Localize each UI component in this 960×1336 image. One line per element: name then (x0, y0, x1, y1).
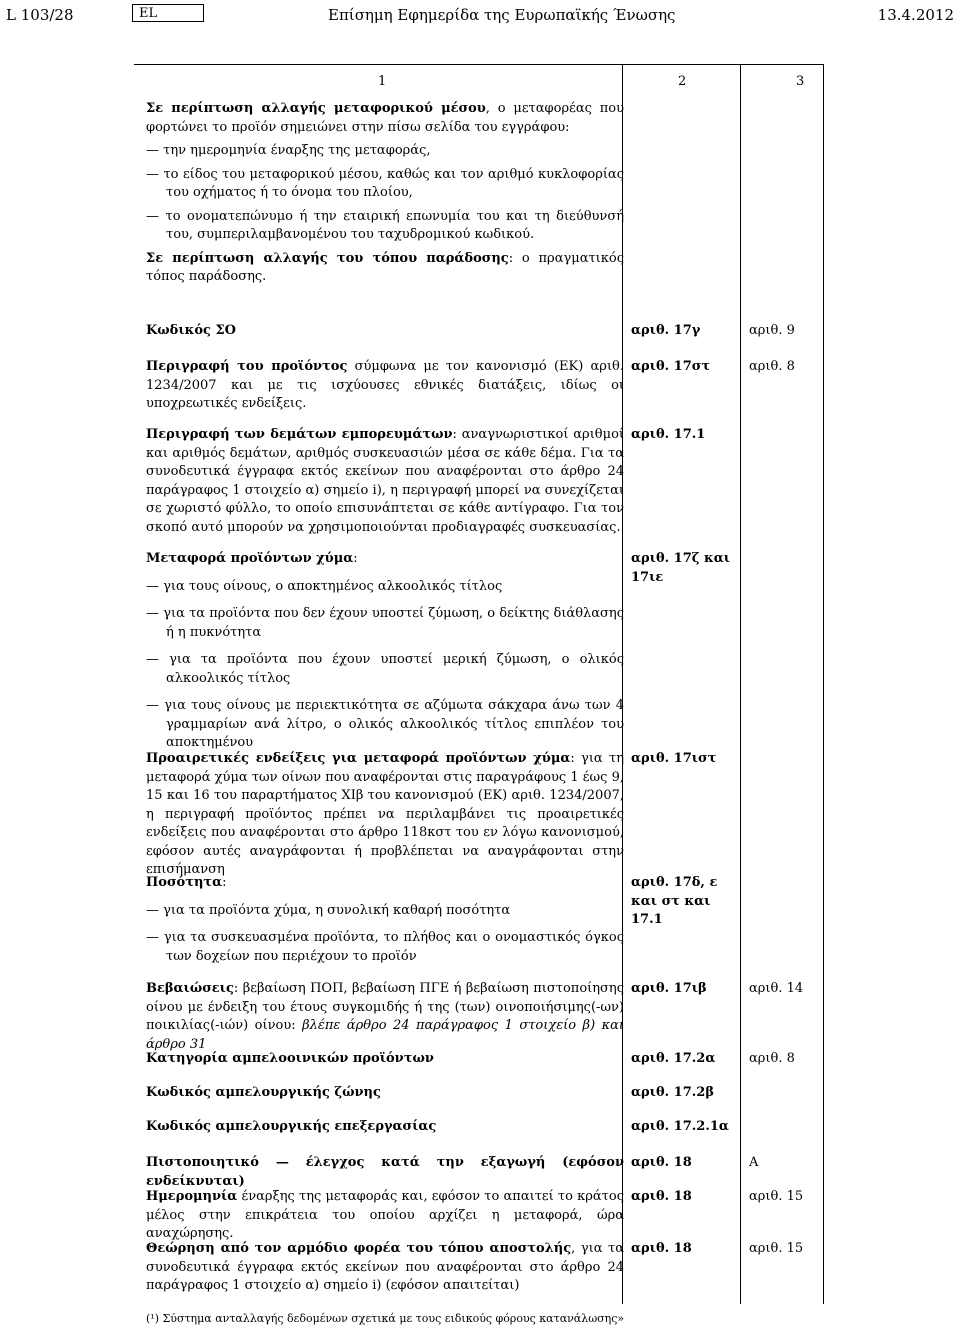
row-transport-change (146, 100, 624, 287)
row-colon: : (222, 875, 227, 890)
row-bold: Προαιρετικές ενδείξεις για μεταφορά προϊόντων χύμα (146, 751, 571, 766)
column-header-3: 3 (796, 74, 805, 89)
row-bold: Θεώρηση από τον αρμόδιο φορέα του τόπου αποστολής (146, 1241, 572, 1256)
row-bold: Περιγραφή του προϊόντος (146, 359, 348, 374)
row-bulk-ref: αριθ. 17ζ και 17ιε (631, 551, 731, 585)
row-start-date (146, 1188, 624, 1244)
row-validation (146, 1240, 624, 1296)
row-bold: Βεβαιώσεις (146, 981, 234, 996)
row-text: έναρξης της μεταφοράς και, εφόσον το απαιτεί το κράτος μέλος στην επικράτεια του οποίου αρχίζει η μεταφορά, ώρα αναχώρησης. (146, 1189, 624, 1241)
row-quantity-ref: αριθ. 17δ, ε και στ και 17.1 (631, 875, 718, 927)
row-product-description (146, 358, 624, 414)
row-export-certificate: Πιστοποιητικό — έλεγχος κατά την εξαγωγή (εφόσον ενδείκνυται) (146, 1155, 624, 1189)
row-product-category: Κατηγορία αμπελοοινικών προϊόντων (146, 1051, 434, 1066)
row-colon: : (353, 551, 358, 566)
document-table (134, 64, 824, 1304)
column-header-2: 2 (678, 74, 687, 89)
page-number: L 103/28 (6, 6, 74, 24)
row-start-date-ref: αριθ. 18 (631, 1189, 692, 1204)
publication-date: 13.4.2012 (877, 6, 954, 24)
row-certificates-ref: αριθ. 17ιβ (631, 981, 707, 996)
row-bold: Μεταφορά προϊόντων χύμα (146, 551, 354, 566)
table-top-rule (134, 64, 824, 65)
list-item: — για τα προϊόντα που δεν έχουν υποστεί ζύμωση, ο δείκτης διάθλασης ή η πυκνότητα (146, 605, 624, 642)
row-so-code-ref3: αριθ. 9 (749, 323, 795, 338)
row-product-ref3: αριθ. 8 (749, 359, 795, 374)
table-right-rule (823, 64, 824, 1304)
row-text: : αναγνωριστικοί αριθμοί και αριθμός δεμάτων, αριθμός συσκευασιών μέσα σε κάθε δέμα. Για τα συνοδευτικά έγγραφα εκτός εκείνων που αναφέρονται στο άρθρο 24 παράγραφος 1 στοιχείο α) σημείο i), η περιγραφή μπορεί να συνεχίζεται σε χωριστό φύλλο, το οποίο επισυνάπτεται σε κάθε αντίγραφο. Για τον σκοπό αυτό μπορούν να χρησιμοποιούνται προδιαγραφές συσκευασίας. (146, 427, 624, 535)
list-item: — την ημερομηνία έναρξης της μεταφοράς, (146, 142, 624, 161)
column-header-1: 1 (378, 74, 387, 89)
row-zone-code-ref: αριθ. 17.2β (631, 1085, 714, 1100)
row-processing-code-ref: αριθ. 17.2.1α (631, 1119, 729, 1134)
row-optional-ref: αριθ. 17ιστ (631, 751, 717, 766)
row-text: σύμφωνα με τον κανονισμό (ΕΚ) αριθ. 1234/2007 και με τις ισχύουσες εθνικές διατάξεις, ιδίως οι υποχρεωτικές ενδείξεις. (146, 359, 624, 411)
row-text: , για τα συνοδευτικά έγγραφα εκτός εκείνων που αναφέρονται στο άρθρο 24 παράγραφος 1 στοιχείο α) σημείο i) (εφόσον απαιτείται) (146, 1241, 624, 1293)
row-bold: Ημερομηνία (146, 1189, 238, 1204)
row-text: : για τη μεταφορά χύμα των οίνων που αναφέρονται στις παραγράφους 1 έως 9, 15 και 16 του παραρτήματος XIβ του κανονισμού (ΕΚ) αριθ. 1234/2007, η περιγραφή προϊόντος πρέπει να περιλαμβάνει τις προαιρετικές ενδείξεις που αναφέρονται στο άρθρο 118κστ του εν λόγω κανονισμού, εφόσον αυτές αναγράφονται ή προβλέπεται να αναγράφονται στην επισήμανση (146, 751, 624, 877)
row-zone-code: Κωδικός αμπελουργικής ζώνης (146, 1085, 381, 1100)
list-item: — για τους οίνους, ο αποκτημένος αλκοολικός τίτλος (146, 578, 624, 597)
list-item: — για τα συσκευασμένα προϊόντα, το πλήθος και ο ονομαστικός όγκος των δοχείων που περιέχουν το προϊόν (146, 929, 624, 966)
list-item: — για τους οίνους με περιεκτικότητα σε αζύμωτα σάκχαρα άνω των 4 γραμμαρίων ανά λίτρο, ο ολικός αλκοολικός τίτλος επιπλέον του αποκτημένου (146, 697, 624, 753)
row-bulk-transport (146, 550, 624, 753)
row-bold: Περιγραφή των δεμάτων εμπορευμάτων (146, 427, 453, 442)
row-italic: βλέπε άρθρο 24 παράγραφος 1 στοιχείο β) και άρθρο 31 (146, 1018, 624, 1052)
row-product-ref: αριθ. 17στ (631, 359, 711, 374)
row-package-ref: αριθ. 17.1 (631, 427, 706, 442)
row-optional-bulk (146, 750, 624, 880)
row-quantity (146, 874, 624, 966)
row-product-category-ref: αριθ. 17.2α (631, 1051, 716, 1066)
row-so-code: Κωδικός ΣΟ (146, 323, 237, 338)
row-so-code-ref: αριθ. 17γ (631, 323, 701, 338)
journal-title: Επίσημη Εφημερίδα της Ευρωπαϊκής Ένωσης (328, 6, 676, 24)
list-item: — το ονοματεπώνυμο ή την εταιρική επωνυμία του και τη διεύθυνσή του, συμπεριλαμβανομένου του ταχυδρομικού κωδικού. (146, 208, 624, 245)
list-item: — το είδος του μεταφορικού μέσου, καθώς και τον αριθμό κυκλοφορίας του οχήματος ή το όνομα του πλοίου, (146, 166, 624, 203)
row-validation-ref3: αριθ. 15 (749, 1241, 804, 1256)
language-code: EL (132, 4, 204, 22)
row-certificates-ref3: αριθ. 14 (749, 981, 804, 996)
row-export-certificate-ref: αριθ. 18 (631, 1155, 692, 1170)
list-item: — για τα προϊόντα που έχουν υποστεί μερική ζύμωση, ο ολικός αλκοολικός τίτλος (146, 651, 624, 688)
row-validation-ref: αριθ. 18 (631, 1241, 692, 1256)
row-start-date-ref3: αριθ. 15 (749, 1189, 804, 1204)
list-item: — για τα προϊόντα χύμα, η συνολική καθαρή ποσότητα (146, 902, 624, 921)
footnote: (¹) Σύστημα ανταλλαγής δεδομένων σχετικά με τους ειδικούς φόρους κατανάλωσης» (146, 1312, 625, 1325)
row-export-certificate-ref3: Α (749, 1155, 759, 1170)
row-tail-bold: Σε περίπτωση αλλαγής του τόπου παράδοσης (146, 250, 509, 266)
row-lead-text: , ο μεταφορέας που φορτώνει το προϊόν σημειώνει στην πίσω σελίδα του εγγράφου: (146, 101, 624, 135)
row-processing-code: Κωδικός αμπελουργικής επεξεργασίας (146, 1119, 437, 1134)
row-product-category-ref3: αριθ. 8 (749, 1051, 795, 1066)
row-certificates (146, 980, 624, 1054)
row-tail-text: : ο πραγματικός τόπος παράδοσης. (146, 250, 624, 284)
row-text: : βεβαίωση ΠΟΠ, βεβαίωση ΠΓΕ ή βεβαίωση πιστοποίησης οίνου με ένδειξη του έτους συγκομιδής ή της (των) οινοποιήσιμης(-ων) ποικιλίας(-ιών) οίνου: (146, 981, 624, 1033)
column-divider-2 (740, 64, 741, 1304)
page-header (0, 4, 960, 26)
row-bold: Ποσότητα (146, 875, 223, 890)
row-package-description (146, 426, 624, 537)
row-lead-bold: Σε περίπτωση αλλαγής μεταφορικού μέσου (146, 101, 486, 116)
